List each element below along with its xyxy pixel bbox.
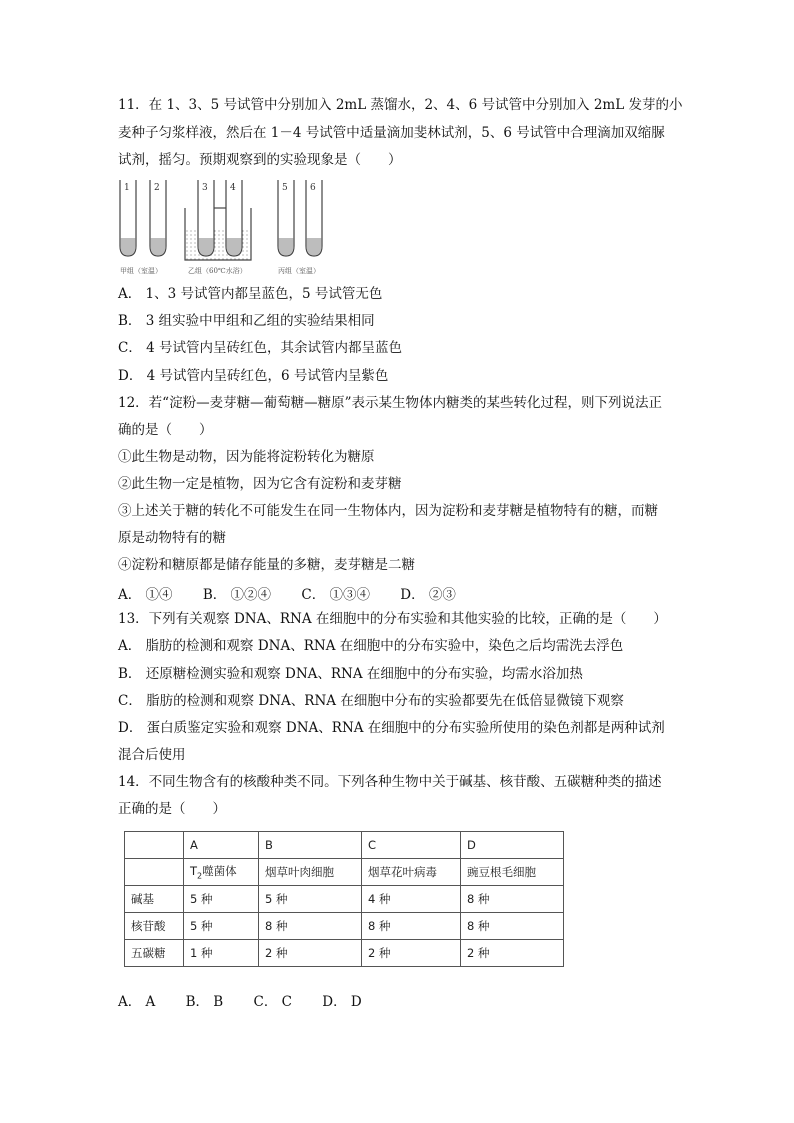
- q12-statement-3-cont: 原是动物特有的糖: [118, 530, 226, 546]
- test-tube-2: [150, 180, 166, 256]
- tube-label-5: 5: [282, 183, 288, 193]
- q11-line-3: 试剂，摇匀。预期观察到的实验现象是（ ）: [118, 152, 402, 168]
- table-cell: 核苷酸: [125, 913, 184, 940]
- q12-options: [118, 583, 482, 603]
- test-tube-4: [226, 180, 242, 256]
- table-row: [125, 886, 564, 913]
- table-cell: 烟草叶肉细胞: [259, 859, 362, 886]
- table-cell: 2 种: [461, 940, 564, 967]
- test-tube-6: [306, 180, 322, 256]
- test-tube-5: [278, 180, 294, 256]
- q11-line-2: 麦种子匀浆样液，然后在 1－4 号试管中适量滴加斐林试剂，5、6 号试管中合理滴加双缩脲: [118, 125, 665, 141]
- test-tube-figure: [118, 174, 338, 280]
- q11-line-1: 11．在 1、3、5 号试管中分别加入 2mL 蒸馏水，2、4、6 号试管中分别加入 2mL 发芽的小: [118, 97, 683, 113]
- phage-subscript: 2: [197, 871, 203, 881]
- q12-statement-4: ④淀粉和糖原都是储存能量的多糖，麦芽糖是二糖: [118, 557, 415, 573]
- q13-option-d-cont: 混合后使用: [118, 747, 186, 763]
- q12-statement-1: ①此生物是动物，因为能将淀粉转化为糖原: [118, 449, 375, 465]
- q12-statement-3: ③上述关于糖的转化不可能发生在同一生物体内，因为淀粉和麦芽糖是植物特有的糖，而糖: [118, 503, 658, 519]
- q14-options: [118, 990, 388, 1010]
- q12-option-d: D． ②③: [400, 587, 456, 603]
- q12-line-1: 12．若“淀粉—麦芽糖—葡萄糖—糖原”表示某生物体内糖类的某些转化过程，则下列说法正: [118, 395, 662, 411]
- table-cell: 烟草花叶病毒: [362, 859, 461, 886]
- table-cell: 8 种: [259, 913, 362, 940]
- tube-label-6: 6: [310, 183, 316, 193]
- table-row: [125, 913, 564, 940]
- table-row: [125, 859, 564, 886]
- q13-stem: 13．下列有关观察 DNA、RNA 在细胞中的分布实验和其他实验的比较，正确的是（ ）: [118, 611, 667, 627]
- q11-option-a: A． 1、3 号试管内都呈蓝色，5 号试管无色: [118, 286, 383, 302]
- q11-option-c: C． 4 号试管内呈砖红色，其余试管内都呈蓝色: [118, 340, 403, 356]
- table-cell: 碱基: [125, 886, 184, 913]
- q11-option-b: B． 3 组实验中甲组和乙组的实验结果相同: [118, 313, 375, 329]
- table-cell: 5 种: [184, 886, 259, 913]
- table-header-row: [125, 832, 564, 859]
- q14-line-1: 14．不同生物含有的核酸种类不同。下列各种生物中关于碱基、核苷酸、五碳糖种类的描述: [118, 774, 662, 790]
- table-cell: A: [184, 832, 259, 859]
- table-cell: D: [461, 832, 564, 859]
- table-cell: 2 种: [259, 940, 362, 967]
- table-cell: [125, 832, 184, 859]
- table-cell: 2 种: [362, 940, 461, 967]
- q12-option-a: A． ①④: [118, 587, 173, 603]
- table-cell: 1 种: [184, 940, 259, 967]
- table-cell: C: [362, 832, 461, 859]
- table-cell: 8 种: [461, 886, 564, 913]
- tube-label-2: 2: [154, 183, 160, 193]
- table-cell: 5 种: [259, 886, 362, 913]
- test-tube-1: [120, 180, 136, 256]
- table-cell: 4 种: [362, 886, 461, 913]
- q12-statement-2: ②此生物一定是植物，因为它含有淀粉和麦芽糖: [118, 476, 402, 492]
- table-cell-t2-phage: [184, 859, 259, 886]
- test-tube-3: [198, 180, 214, 256]
- table-cell: 豌豆根毛细胞: [461, 859, 564, 886]
- tube-label-4: 4: [230, 183, 236, 193]
- table-row: [125, 940, 564, 967]
- tube-label-3: 3: [202, 183, 208, 193]
- group-label-bing: 丙组（室温）: [278, 267, 320, 275]
- group-label-yi: 乙组（60℃水浴）: [188, 267, 247, 275]
- table-cell: 五碳糖: [125, 940, 184, 967]
- q14-option-c: C． C: [253, 994, 292, 1010]
- table-cell: [125, 859, 184, 886]
- q12-line-2: 确的是（ ）: [118, 422, 213, 438]
- phage-suffix: 噬菌体: [202, 864, 237, 879]
- q13-option-a: A． 脂肪的检测和观察 DNA、RNA 在细胞中的分布实验中，染色之后均需洗去浮色: [118, 638, 624, 654]
- table-cell: B: [259, 832, 362, 859]
- q13-option-b: B． 还原糖检测实验和观察 DNA、RNA 在细胞中的分布实验，均需水浴加热: [118, 666, 583, 682]
- group-label-jia: 甲组（室温）: [120, 267, 162, 275]
- table-cell: 5 种: [184, 913, 259, 940]
- table-cell: 8 种: [461, 913, 564, 940]
- phage-letter: T: [190, 864, 198, 879]
- q12-option-b: B． ①②④: [202, 587, 272, 603]
- table-cell: 8 种: [362, 913, 461, 940]
- q14-line-2: 正确的是（ ）: [118, 801, 226, 817]
- q14-option-d: D． D: [322, 994, 362, 1010]
- q14-option-b: B． B: [185, 994, 224, 1010]
- q14-table: [124, 831, 564, 967]
- q13-option-d: D． 蛋白质鉴定实验和观察 DNA、RNA 在细胞中的分布实验所使用的染色剂都是两种试剂: [118, 720, 665, 736]
- q13-option-c: C． 脂肪的检测和观察 DNA、RNA 在细胞中分布的实验都要先在低倍显微镜下观察: [118, 693, 624, 709]
- tube-label-1: 1: [124, 183, 130, 193]
- q14-option-a: A． A: [118, 994, 156, 1010]
- q12-option-c: C． ①③④: [301, 587, 370, 603]
- q11-option-d: D． 4 号试管内呈砖红色，6 号试管内呈紫色: [118, 368, 389, 384]
